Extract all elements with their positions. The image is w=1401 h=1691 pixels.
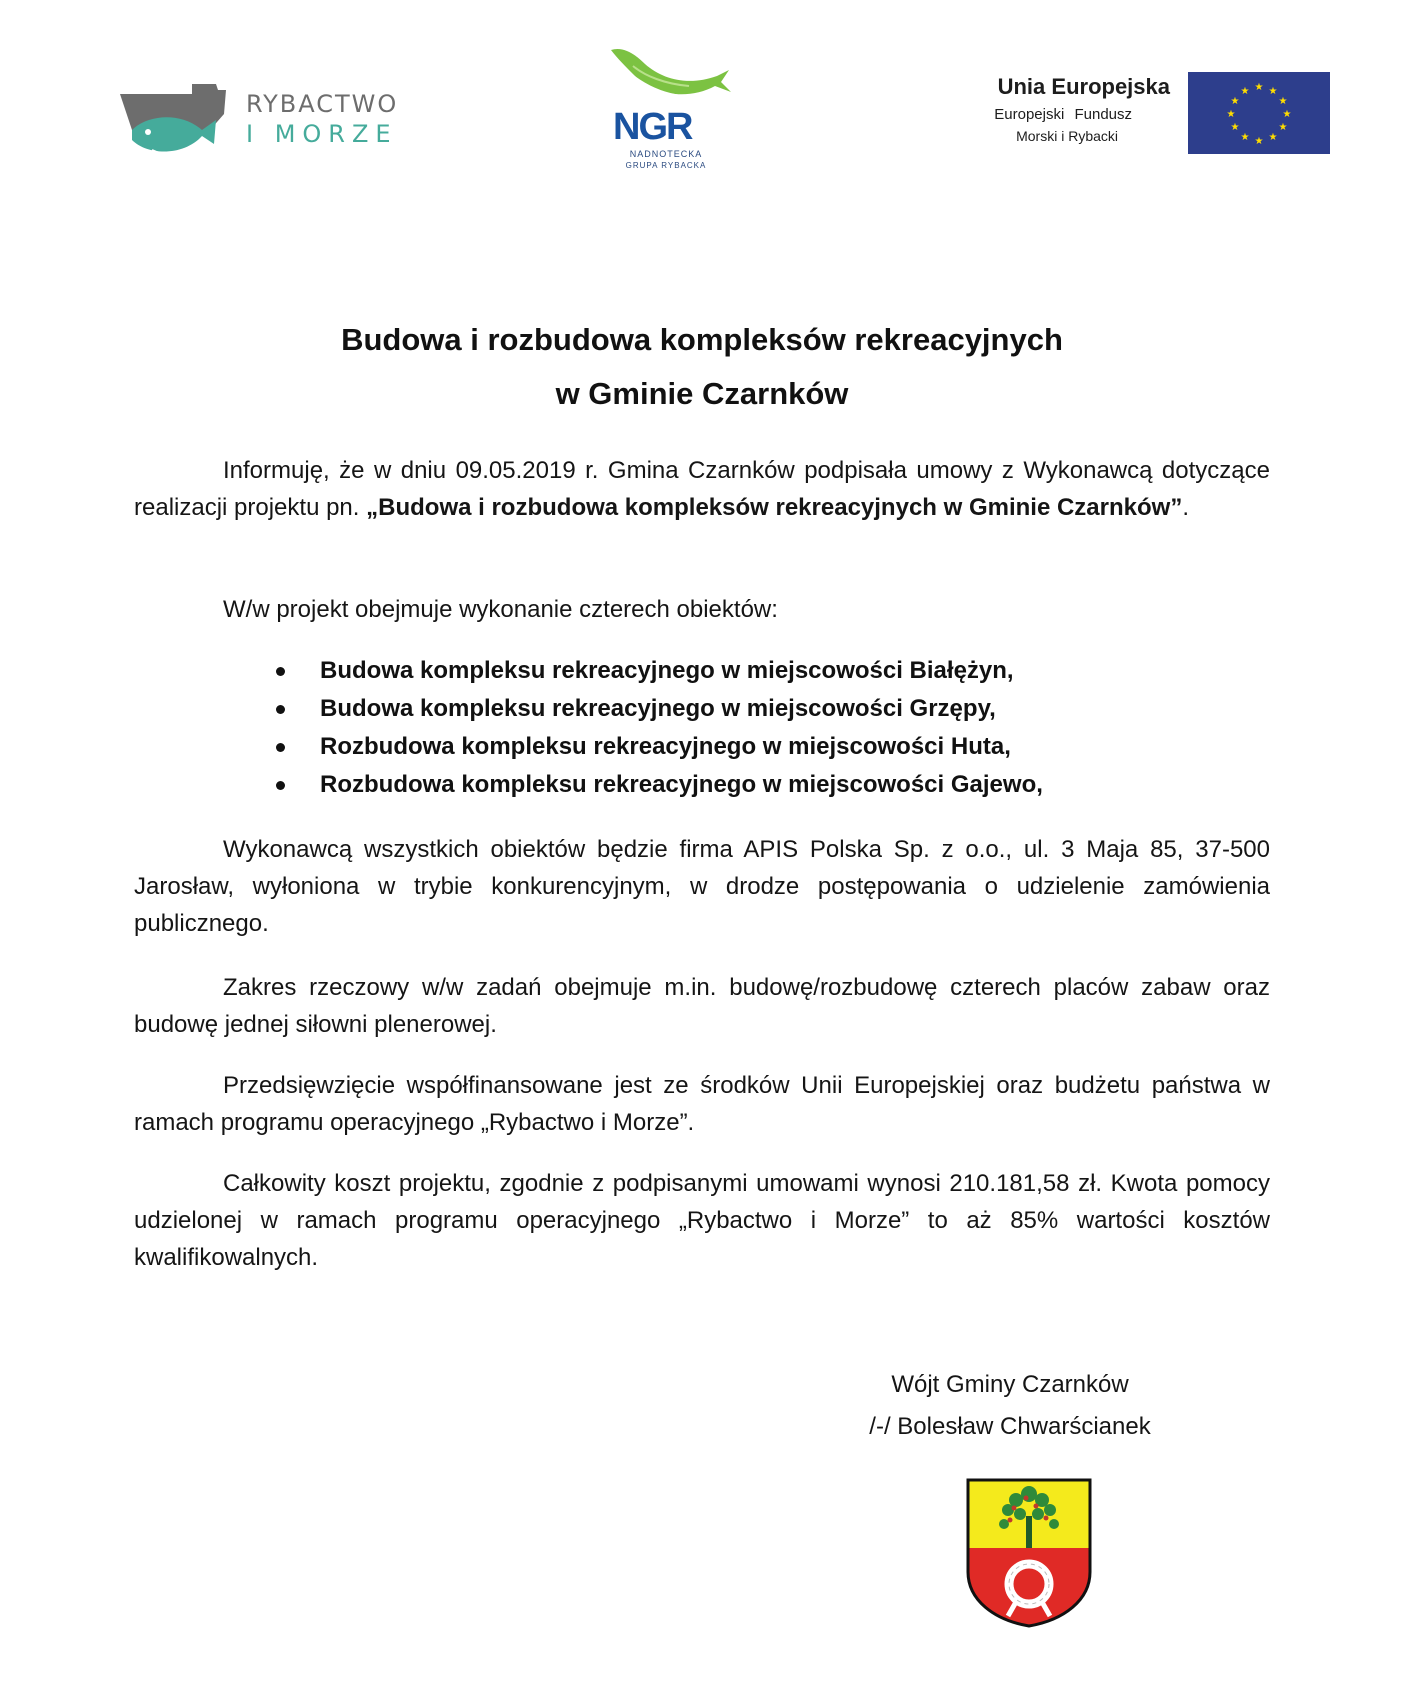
rybactwo-logo-line2: I MORZE [246,120,398,148]
svg-text:★: ★ [1240,132,1250,143]
svg-text:★: ★ [1254,136,1264,147]
paragraph-scope [134,591,1270,628]
ngr-subtitle-1: NADNOTECKA [629,149,703,159]
eu-logo-line2: Europejski Fundusz [994,106,1132,123]
bullet-icon [276,705,285,714]
svg-text:★: ★ [1240,86,1250,97]
list-item-text: Rozbudowa kompleksu rekreacyjnego w miejscowości Huta, [320,733,1011,760]
document-title [134,313,1270,421]
paragraph-cofinancing [134,1067,1270,1141]
svg-text:★: ★ [1230,96,1240,107]
paragraph-contractor-text: Wykonawcą wszystkich obiektów będzie firma APIS Polska Sp. z o.o., ul. 3 Maja 85, 37-500 Jarosław, wyłoniona w trybie konkurencyjnym, w drodze postępowania o udzielenie zamówienia publicznego. [134,836,1270,937]
ngr-logo [605,46,735,176]
paragraph-cost-text: Całkowity koszt projektu, zgodnie z podpisanymi umowami wynosi 210.181,58 zł. Kwota pomocy udzielonej w ramach programu operacyjnego „Rybactwo i Morze” to aż 85% wartości kosztów kwalifikowalnych. [134,1170,1270,1271]
paragraph-intro-end: . [1182,494,1189,521]
title-line-1: Budowa i rozbudowa kompleksów rekreacyjnych [341,322,1063,357]
eu-logo [950,72,1330,156]
objects-list [268,652,1043,804]
ngr-subtitle-2: GRUPA RYBACKA [625,161,707,170]
svg-text:★: ★ [1268,86,1278,97]
bullet-icon [276,667,285,676]
eu-logo-title: Unia Europejska [997,74,1170,99]
signature-title: Wójt Gminy Czarnków [891,1371,1129,1398]
rybactwo-i-morze-logo [118,84,438,166]
rybactwo-logo-line1: RYBACTWO [246,90,399,118]
signature-block [840,1364,1180,1448]
list-item-text: Budowa kompleksu rekreacyjnego w miejscowości Grzępy, [320,695,996,722]
project-name: „Budowa i rozbudowa kompleksów rekreacyjnych w Gminie Czarnków” [366,494,1183,521]
list-item [268,652,1043,690]
eu-flag-icon [1188,72,1330,154]
paragraph-material-scope [134,969,1270,1043]
paragraph-contractor [134,831,1270,942]
list-item-text: Budowa kompleksu rekreacyjnego w miejscowości Białężyn, [320,657,1014,684]
paragraph-scope-text: W/w projekt obejmuje wykonanie czterech obiektów: [223,596,778,623]
svg-text:★: ★ [1226,109,1236,120]
ngr-letters: NGR [613,106,692,148]
bullet-icon [276,743,285,752]
svg-text:★: ★ [1282,109,1292,120]
eu-logo-line3: Morski i Rybacki [1016,128,1118,144]
title-line-2: w Gminie Czarnków [555,376,849,411]
list-item-text: Rozbudowa kompleksu rekreacyjnego w miejscowości Gajewo, [320,771,1043,798]
paragraph-intro-text: Informuję, że w dniu 09.05.2019 r. Gmina Czarnków podpisała umowy z Wykonawcą dotyczące realizacji projektu pn. [134,457,1270,521]
boat-fish-icon [118,84,238,162]
svg-text:★: ★ [1278,122,1288,133]
svg-text:★: ★ [1230,122,1240,133]
signature-name: /-/ Bolesław Chwarścianek [869,1413,1151,1440]
bullet-icon [276,781,285,790]
paragraph-material-scope-text: Zakres rzeczowy w/w zadań obejmuje m.in. budowę/rozbudowę czterech placów zabaw oraz budowę jednej siłowni plenerowej. [134,974,1270,1038]
coat-of-arms-icon [964,1476,1094,1628]
list-item [268,728,1043,766]
paragraph-cost [134,1165,1270,1276]
svg-text:★: ★ [1278,96,1288,107]
svg-text:★: ★ [1254,82,1264,93]
list-item [268,690,1043,728]
list-item [268,766,1043,804]
paragraph-intro [134,452,1270,526]
paragraph-cofinancing-text: Przedsięwzięcie współfinansowane jest ze środków Unii Europejskiej oraz budżetu państwa w ramach programu operacyjnego „Rybactwo i Morze”. [134,1072,1270,1136]
svg-text:★: ★ [1268,132,1278,143]
